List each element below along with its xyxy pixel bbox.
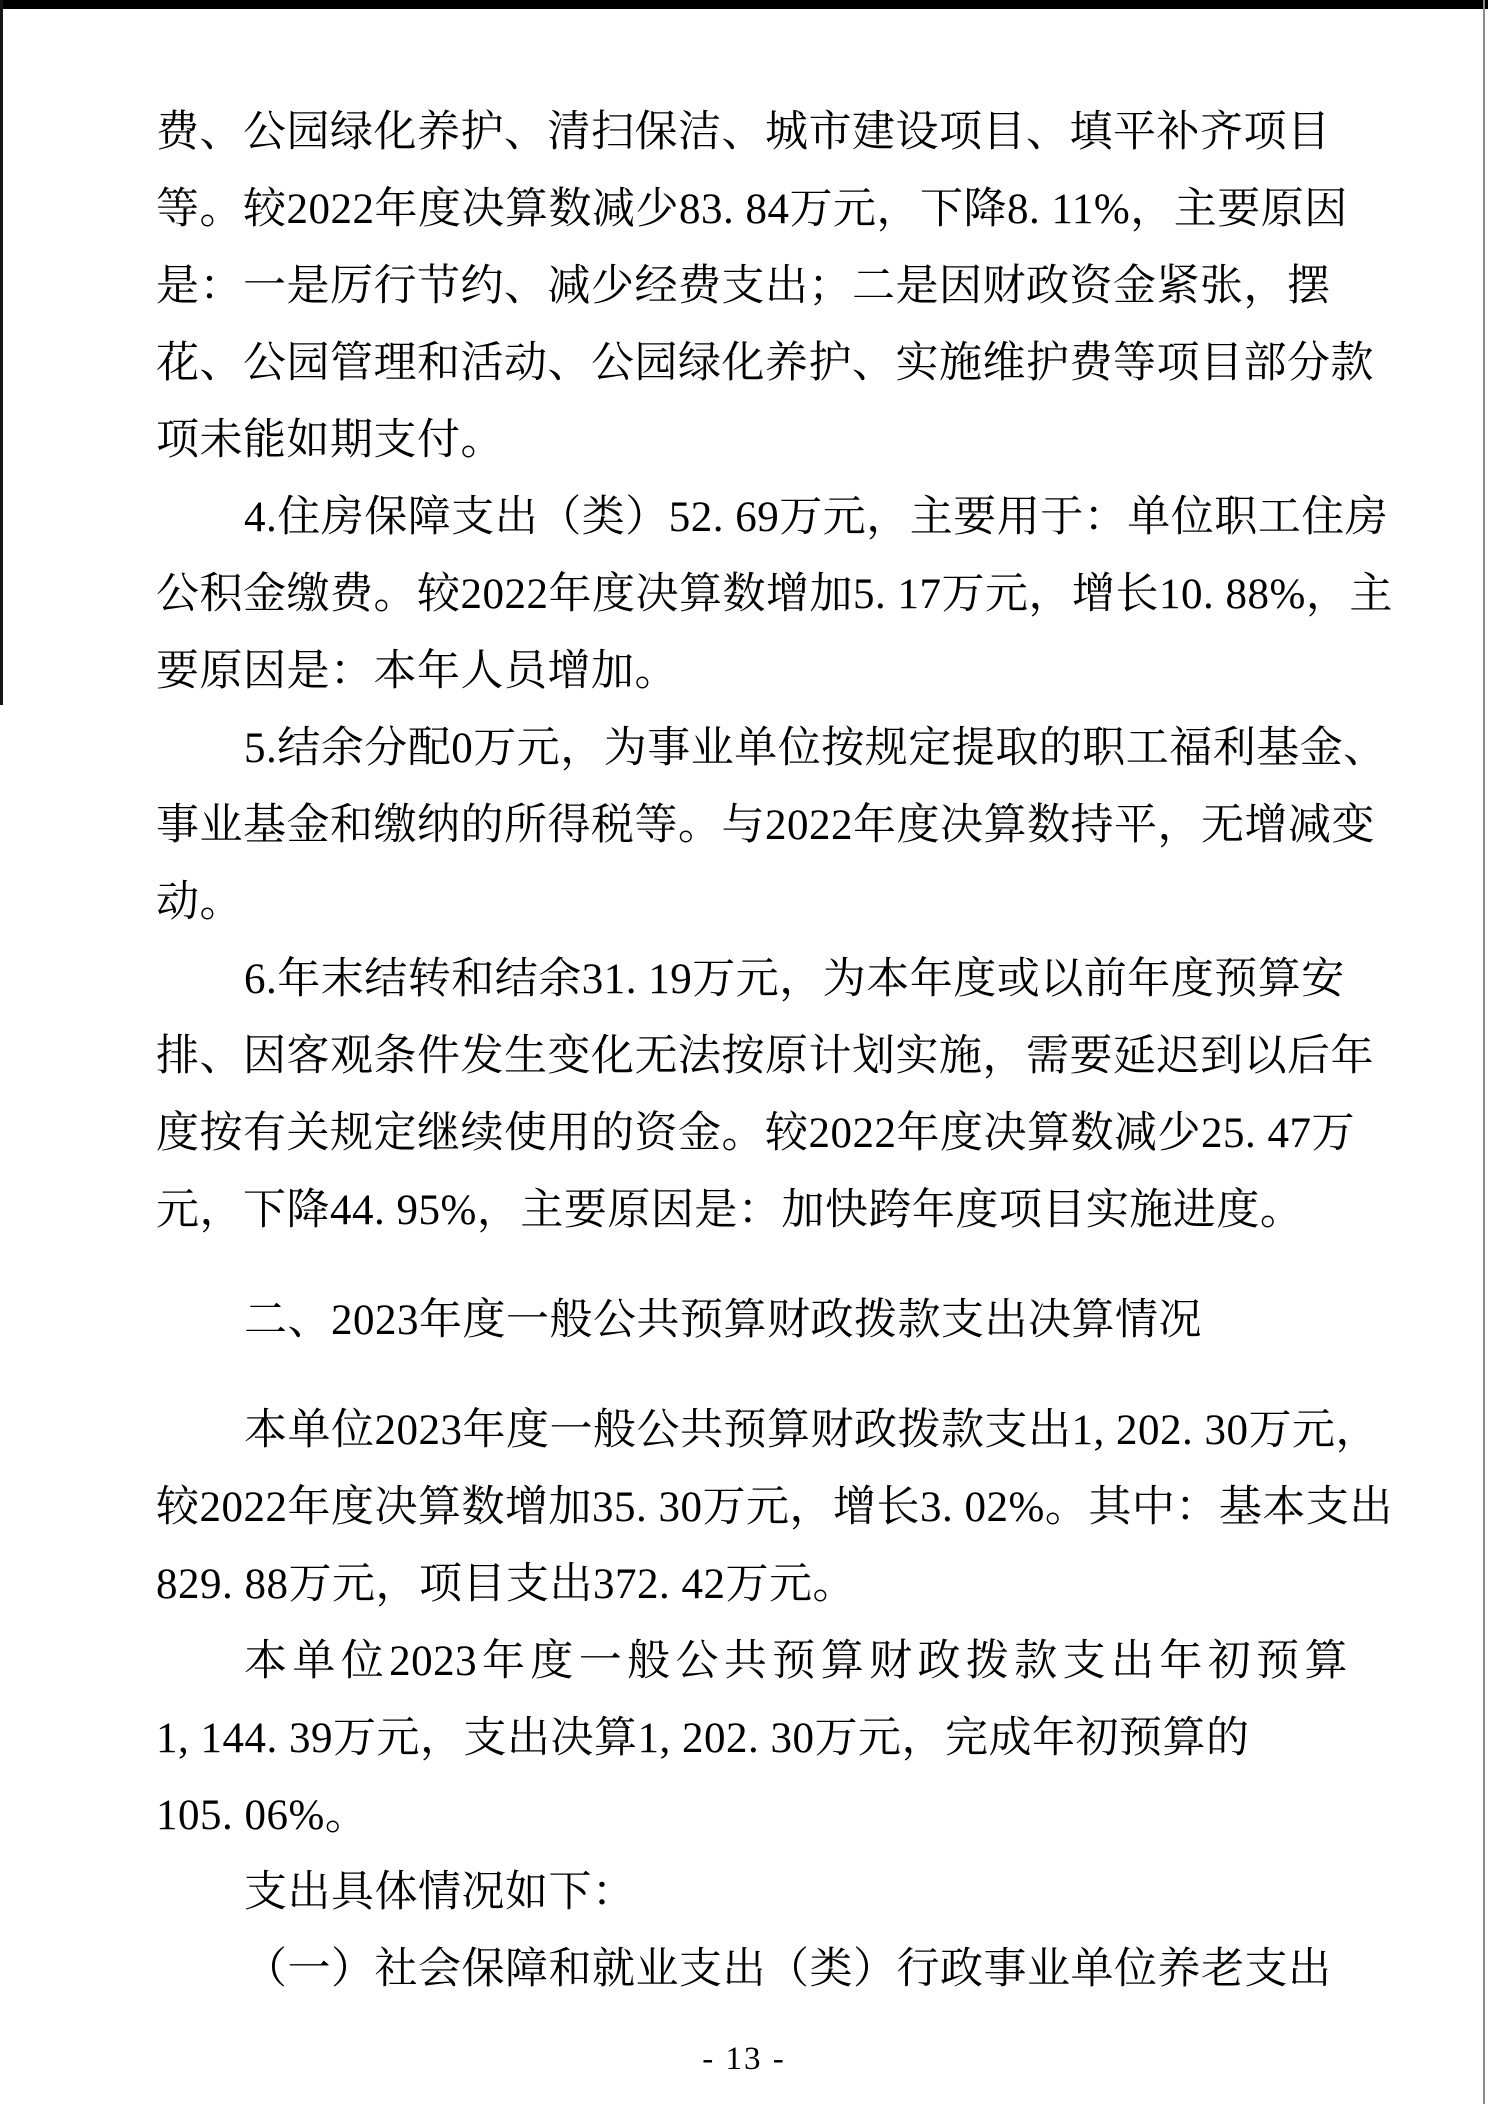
text-line: 829. 88万元，项目支出372. 42万元。 xyxy=(156,1561,856,1608)
text-line: 事业基金和缴纳的所得税等。与2022年度决算数持平，无增减变 xyxy=(156,802,1375,849)
text-line: 二、2023年度一般公共预算财政拨款支出决算情况 xyxy=(244,1297,1202,1344)
text-line: 本单位2023年度一般公共预算财政拨款支出1, 202. 30万元， xyxy=(244,1407,1379,1454)
text-line: 105. 06%。 xyxy=(156,1792,369,1839)
text-line: 费、公园绿化养护、清扫保洁、城市建设项目、填平补齐项目 xyxy=(156,109,1331,156)
text-line: 1, 144. 39万元，支出决算1, 202. 30万元，完成年初预算的 xyxy=(156,1715,1250,1762)
text-line: 项未能如期支付。 xyxy=(156,417,504,464)
text-line: 5.结余分配0万元，为事业单位按规定提取的职工福利基金、 xyxy=(244,725,1387,772)
text-line: 动。 xyxy=(156,879,243,926)
text-line: 要原因是：本年人员增加。 xyxy=(156,648,678,695)
text-line: 等。较2022年度决算数减少83. 84万元，下降8. 11%，主要原因 xyxy=(156,186,1348,233)
text-line: 本单位2023年度一般公共预算财政拨款支出年初预算 xyxy=(244,1638,1348,1685)
text-line: 排、因客观条件发生变化无法按原计划实施，需要延迟到以后年 xyxy=(156,1033,1374,1080)
text-line: 度按有关规定继续使用的资金。较2022年度决算数减少25. 47万 xyxy=(156,1110,1355,1157)
scan-edge-top-bar xyxy=(0,0,1488,9)
document-body-text xyxy=(156,94,1393,2008)
scan-edge-left-line xyxy=(0,0,3,705)
text-line: 公积金缴费。较2022年度决算数增加5. 17万元，增长10. 88%，主 xyxy=(156,571,1393,618)
scan-edge-right-line xyxy=(1483,0,1485,2104)
text-line: 是：一是厉行节约、减少经费支出；二是因财政资金紧张，摆 xyxy=(156,263,1331,310)
text-line: 元，下降44. 95%，主要原因是：加快跨年度项目实施进度。 xyxy=(156,1187,1304,1234)
text-line: 支出具体情况如下： xyxy=(244,1869,636,1916)
text-line: 6.年末结转和结余31. 19万元，为本年度或以前年度预算安 xyxy=(244,956,1345,1003)
text-line: （一）社会保障和就业支出（类）行政事业单位养老支出 xyxy=(244,1946,1332,1993)
page-number: - 13 - xyxy=(702,2041,786,2077)
text-line: 较2022年度决算数增加35. 30万元，增长3. 02%。其中：基本支出 xyxy=(156,1484,1393,1531)
text-line: 花、公园管理和活动、公园绿化养护、实施维护费等项目部分款 xyxy=(156,340,1374,387)
text-line: 4.住房保障支出（类）52. 69万元，主要用于：单位职工住房 xyxy=(244,494,1389,541)
